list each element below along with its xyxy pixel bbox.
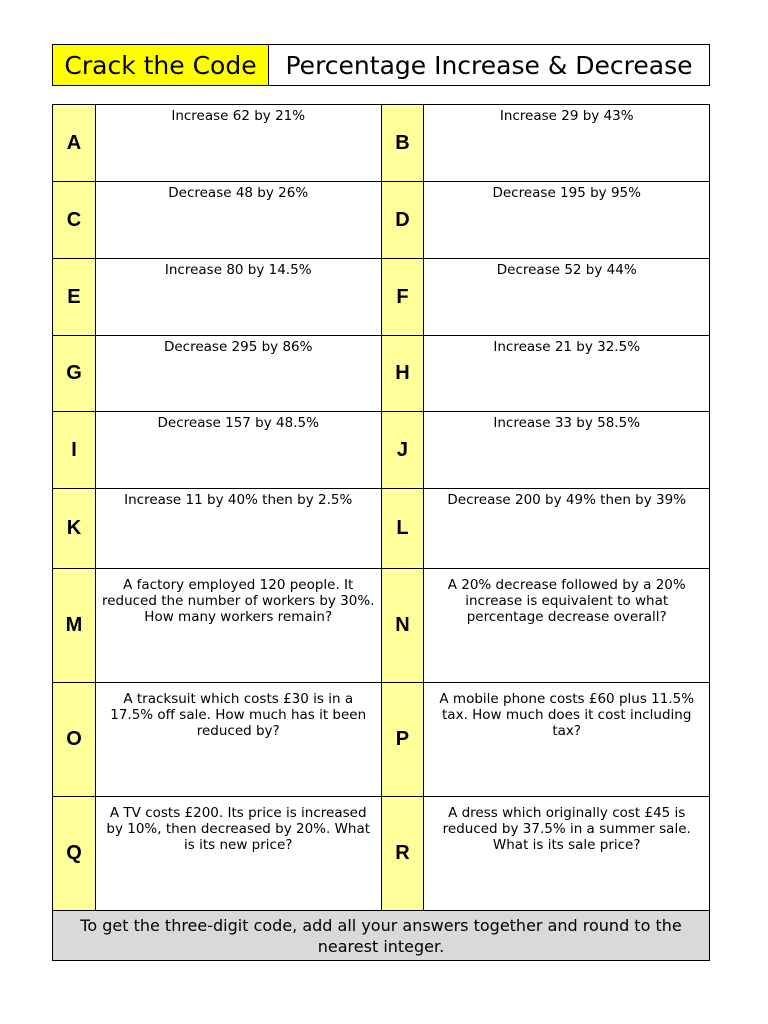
letter-cell: G: [53, 336, 96, 412]
letter-cell: B: [382, 105, 425, 182]
question-row: [53, 259, 710, 336]
letter-cell: C: [53, 182, 96, 259]
question-cell: A factory employed 120 people. It reduced the number of workers by 30%. How many workers remain?: [96, 569, 382, 683]
letter-cell: F: [382, 259, 425, 336]
letter-cell: O: [53, 683, 96, 797]
question-cell: A dress which originally cost £45 is reduced by 37.5% in a summer sale. What is its sale price?: [424, 797, 710, 911]
question-cell: Increase 80 by 14.5%: [96, 259, 382, 336]
question-cell: A TV costs £200. Its price is increased by 10%, then decreased by 20%. What is its new price?: [96, 797, 382, 911]
question-cell: Decrease 195 by 95%: [424, 182, 710, 259]
question-row: [53, 182, 710, 259]
letter-cell: D: [382, 182, 425, 259]
letter-cell: I: [53, 412, 96, 489]
letter-cell: E: [53, 259, 96, 336]
question-cell: Increase 29 by 43%: [424, 105, 710, 182]
question-row: [53, 797, 710, 911]
question-row: [53, 489, 710, 569]
question-row: [53, 412, 710, 489]
question-cell: A 20% decrease followed by a 20% increase is equivalent to what percentage decrease overall?: [424, 569, 710, 683]
header-title-left: Crack the Code: [53, 45, 269, 85]
question-row: [53, 105, 710, 182]
letter-cell: L: [382, 489, 425, 569]
question-cell: Decrease 295 by 86%: [96, 336, 382, 412]
question-row: [53, 683, 710, 797]
letter-cell: K: [53, 489, 96, 569]
worksheet-header: [52, 44, 710, 86]
question-row: [53, 569, 710, 683]
question-cell: Increase 62 by 21%: [96, 105, 382, 182]
letter-cell: H: [382, 336, 425, 412]
letter-cell: Q: [53, 797, 96, 911]
letter-cell: R: [382, 797, 425, 911]
question-cell: Decrease 52 by 44%: [424, 259, 710, 336]
question-cell: Decrease 157 by 48.5%: [96, 412, 382, 489]
question-cell: A mobile phone costs £60 plus 11.5% tax. How much does it cost including tax?: [424, 683, 710, 797]
question-cell: Decrease 200 by 49% then by 39%: [424, 489, 710, 569]
question-cell: Increase 11 by 40% then by 2.5%: [96, 489, 382, 569]
letter-cell: P: [382, 683, 425, 797]
instructions-footer: To get the three-digit code, add all your answers together and round to the nearest integer.: [52, 910, 710, 961]
question-cell: Increase 33 by 58.5%: [424, 412, 710, 489]
letter-cell: N: [382, 569, 425, 683]
letter-cell: M: [53, 569, 96, 683]
question-grid: [52, 104, 710, 911]
letter-cell: J: [382, 412, 425, 489]
question-cell: Decrease 48 by 26%: [96, 182, 382, 259]
question-cell: A tracksuit which costs £30 is in a 17.5% off sale. How much has it been reduced by?: [96, 683, 382, 797]
header-title-right: Percentage Increase & Decrease: [285, 50, 693, 80]
question-cell: Increase 21 by 32.5%: [424, 336, 710, 412]
question-row: [53, 336, 710, 412]
letter-cell: A: [53, 105, 96, 182]
